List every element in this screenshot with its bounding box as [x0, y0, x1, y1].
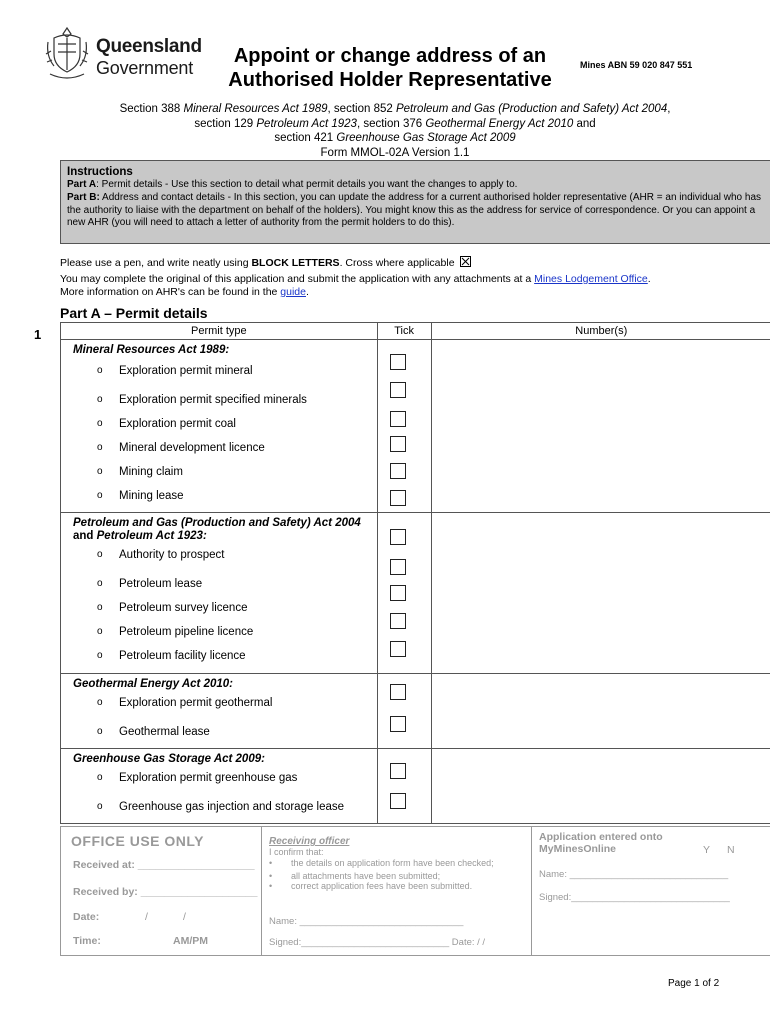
list-item: [61, 436, 377, 460]
part-b-label: Part B:: [67, 191, 100, 203]
permit-group-mineral: [61, 340, 770, 513]
act-name: Greenhouse Gas Storage Act 2009: [336, 132, 516, 144]
pen-instruction: [60, 256, 471, 269]
permit-label: Petroleum pipeline licence: [119, 626, 254, 638]
instructions-heading: Instructions: [67, 166, 133, 178]
numbers-field-greenhouse[interactable]: [431, 749, 770, 824]
entered-label: [539, 831, 663, 855]
act-suffix: :: [202, 530, 207, 542]
permit-label: Mining lease: [119, 490, 184, 502]
permit-table: [60, 322, 770, 824]
col-tick: Tick: [377, 323, 431, 340]
act-suffix: :: [225, 344, 230, 356]
lodgement-note: [60, 273, 651, 285]
note-text: .: [647, 273, 651, 285]
officer-signed-date: Signed:____________________________ Date: / /: [269, 937, 486, 948]
part-a-label: Part A: [67, 179, 97, 190]
act-title: Mineral Resources Act 1989: [73, 344, 226, 356]
list-item: [61, 691, 377, 715]
title-line-2: Authorised Holder Representative: [228, 69, 552, 91]
group-act-title: [61, 674, 377, 691]
part-a-heading: Part A – Permit details: [60, 305, 208, 321]
date-slash: /: [145, 911, 148, 923]
list-item: [61, 543, 377, 567]
permit-list: [61, 766, 377, 819]
checkbox-exploration-permit-geothermal[interactable]: [390, 684, 406, 700]
date-slash: /: [183, 911, 186, 923]
checkbox-greenhouse-gas-injection-storage-lease[interactable]: [390, 793, 406, 809]
permit-list: [61, 543, 377, 668]
permit-label: Mineral development licence: [119, 442, 265, 454]
list-item: [269, 881, 519, 892]
note-text: . Cross where applicable: [339, 257, 455, 269]
list-item: [61, 720, 377, 744]
act-title: Petroleum and Gas (Production and Safety) Act 2004: [73, 517, 361, 529]
checkbox-exploration-permit-coal[interactable]: [390, 411, 406, 427]
list-item: [269, 858, 519, 869]
check-text: the details on application form have been checked;: [291, 858, 494, 868]
act-title: Geothermal Energy Act 2010: [73, 678, 230, 690]
block-letters: BLOCK LETTERS: [251, 257, 340, 269]
bullet: o: [97, 442, 103, 453]
permit-label: Petroleum facility licence: [119, 650, 246, 662]
checkbox-exploration-permit-mineral[interactable]: [390, 354, 406, 370]
part-a-text: : Permit details - Use this section to detail what permit details you want the changes to apply to.: [96, 179, 518, 190]
receiving-officer-heading: Receiving officer: [269, 836, 350, 847]
bullet: o: [97, 365, 103, 376]
numbers-field-geothermal[interactable]: [431, 674, 770, 749]
checkbox-mining-claim[interactable]: [390, 463, 406, 479]
note-text: More information on AHR's can be found in the: [60, 286, 281, 298]
instructions-part-b: [67, 192, 765, 230]
instructions-box: [60, 160, 770, 244]
acts-text: and: [573, 117, 596, 130]
date-label: Date:: [73, 911, 100, 923]
form-version: Form MMOL-02A Version 1.1: [320, 146, 470, 159]
confirm-text: I confirm that:: [269, 847, 324, 857]
list-item: [61, 388, 377, 412]
permit-group-greenhouse: [61, 749, 770, 824]
permit-label: Greenhouse gas injection and storage lease: [119, 801, 345, 813]
acts-line-3: [50, 131, 740, 146]
queensland-government-logo: [44, 24, 204, 86]
act-name: Petroleum and Gas (Production and Safety) Act 2004: [395, 103, 668, 115]
permit-label: Exploration permit geothermal: [119, 697, 273, 709]
checkbox-petroleum-facility-licence[interactable]: [390, 641, 406, 657]
office-col-2: [261, 827, 531, 955]
received-by: Received by: ____________________: [73, 886, 258, 898]
permit-label: Petroleum survey licence: [119, 602, 248, 614]
permit-label: Exploration permit specified minerals: [119, 394, 307, 406]
acts-line-2: [50, 117, 740, 132]
checkbox-petroleum-pipeline-licence[interactable]: [390, 613, 406, 629]
brand-line-1: Queensland: [96, 36, 202, 57]
group-act-title: [61, 513, 377, 543]
instructions-part-a: [67, 179, 765, 192]
list-item: [61, 596, 377, 620]
act-title: Greenhouse Gas Storage Act 2009: [73, 753, 262, 765]
office-col-3: [531, 827, 770, 955]
permit-label: Geothermal lease: [119, 726, 210, 738]
bullet: o: [97, 626, 103, 637]
office-use-box: [60, 826, 770, 956]
bullet: •: [269, 870, 273, 881]
permit-list: [61, 359, 377, 508]
note-text: You may complete the original of this application and submit the application with any attachments at a: [60, 273, 535, 285]
act-suffix: :: [229, 678, 234, 690]
mines-lodgement-office-link[interactable]: Mines Lodgement Office: [534, 273, 648, 285]
permit-label: Exploration permit greenhouse gas: [119, 772, 298, 784]
entry-signed: Signed:______________________________: [539, 892, 730, 903]
note-text: Please use a pen, and write neatly using: [60, 257, 252, 269]
section-number: 1: [34, 327, 42, 342]
bullet: o: [97, 602, 103, 613]
guide-link[interactable]: guide: [280, 286, 306, 298]
ampm-label: AM/PM: [173, 935, 208, 947]
permit-group-petroleum: [61, 513, 770, 674]
group-act-title: [61, 340, 377, 357]
act-joiner: and: [73, 530, 97, 542]
permit-types-cell: [61, 513, 378, 674]
checkbox-petroleum-lease[interactable]: [390, 559, 406, 575]
act-suffix: :: [261, 753, 265, 765]
bullet: o: [97, 697, 103, 708]
bullet: o: [97, 418, 103, 429]
permit-types-cell: [61, 749, 378, 824]
acts-text: section 129: [194, 117, 257, 130]
list-item: [61, 572, 377, 596]
entry-name: Name: ______________________________: [539, 869, 729, 880]
bullet: o: [97, 549, 103, 560]
list-item: [61, 359, 377, 383]
legislation-references: [50, 102, 740, 160]
permit-types-cell: [61, 674, 378, 749]
col-numbers: Number(s): [431, 323, 770, 340]
list-item: [269, 871, 519, 882]
form-title: [210, 44, 570, 92]
group-act-title: [61, 749, 377, 766]
title-line-1: Appoint or change address of an: [233, 45, 547, 67]
checkbox-petroleum-survey-licence[interactable]: [390, 585, 406, 601]
check-text: correct application fees have been submitted.: [291, 881, 473, 891]
checkbox-mining-lease[interactable]: [390, 490, 406, 506]
act-name: Mineral Resources Act 1989: [183, 103, 328, 115]
table-header-row: [61, 323, 770, 340]
permit-label: Authority to prospect: [119, 549, 225, 561]
office-col-1: [61, 827, 261, 955]
entered-line-2: MyMinesOnline: [539, 843, 617, 855]
office-use-heading: OFFICE USE ONLY: [71, 833, 205, 849]
permit-group-geothermal: [61, 674, 770, 749]
no-option: N: [727, 844, 735, 856]
checkbox-exploration-permit-greenhouse-gas[interactable]: [390, 763, 406, 779]
acts-line-1: [50, 102, 740, 117]
checkbox-exploration-permit-specified-minerals[interactable]: [390, 382, 406, 398]
bullet: o: [97, 726, 103, 737]
list-item: [61, 644, 377, 668]
bullet: o: [97, 466, 103, 477]
abn-label: Mines ABN 59 020 847 551: [580, 60, 693, 70]
tick-cell: [377, 340, 431, 513]
bullet: •: [269, 858, 273, 868]
acts-text: section 421: [274, 132, 337, 144]
permit-label: Petroleum lease: [119, 578, 203, 590]
officer-name: Name: _______________________________: [269, 916, 464, 927]
permit-label: Exploration permit coal: [119, 418, 236, 430]
note-text: .: [306, 286, 309, 298]
list-item: [61, 795, 377, 819]
permit-types-cell: [61, 340, 378, 513]
tick-cell: [377, 674, 431, 749]
part-b-text: Address and contact details - In this section, you can update the address for a current authorised holder representative (AHR = an individual who has the authority to liaise with the department on behalf of the holders). You might know this as the address for service of correspondence. Or you can appoint a new AHR (you will need to attach a letter of authority from the permit holders to do this).: [67, 191, 762, 229]
list-item: [61, 460, 377, 484]
bullet: o: [97, 801, 103, 812]
checkbox-authority-to-prospect[interactable]: [390, 529, 406, 545]
acts-text: ,: [667, 103, 671, 115]
bullet: •: [269, 881, 273, 891]
act-name: Geothermal Energy Act 2010: [425, 117, 574, 130]
check-text: all attachments have been submitted;: [291, 870, 441, 881]
checkbox-mineral-development-licence[interactable]: [390, 436, 406, 452]
bullet: o: [97, 772, 103, 783]
checkbox-geothermal-lease[interactable]: [390, 716, 406, 732]
acts-text: Section 388: [119, 103, 184, 115]
bullet: o: [97, 394, 103, 405]
crossed-box-icon: [460, 256, 471, 267]
yes-option: Y: [703, 844, 711, 856]
tick-cell: [377, 749, 431, 824]
acts-text: , section 376: [356, 117, 426, 130]
page-number: Page 1 of 2: [668, 978, 720, 989]
time-label: Time:: [73, 935, 101, 947]
bullet: o: [97, 578, 103, 589]
list-item: [61, 412, 377, 436]
guide-note: [60, 286, 309, 298]
numbers-field-mineral[interactable]: [431, 340, 770, 513]
act-title: Petroleum Act 1923: [96, 530, 203, 542]
permit-list: [61, 691, 377, 744]
list-item: [61, 620, 377, 644]
entered-line-1: Application entered onto: [539, 831, 663, 843]
numbers-field-petroleum[interactable]: [431, 513, 770, 674]
act-name: Petroleum Act 1923: [256, 117, 357, 130]
bullet: o: [97, 490, 103, 501]
permit-label: Exploration permit mineral: [119, 365, 253, 377]
tick-cell: [377, 513, 431, 674]
brand-line-2: Government: [96, 58, 194, 78]
acts-text: , section 852: [327, 103, 396, 115]
list-item: [61, 484, 377, 508]
col-permit-type: Permit type: [61, 323, 378, 340]
officer-checklist: [269, 858, 519, 892]
received-at: Received at: ____________________: [73, 859, 255, 871]
coat-of-arms-icon: [44, 24, 90, 82]
list-item: [61, 766, 377, 790]
bullet: o: [97, 650, 103, 661]
permit-label: Mining claim: [119, 466, 183, 478]
